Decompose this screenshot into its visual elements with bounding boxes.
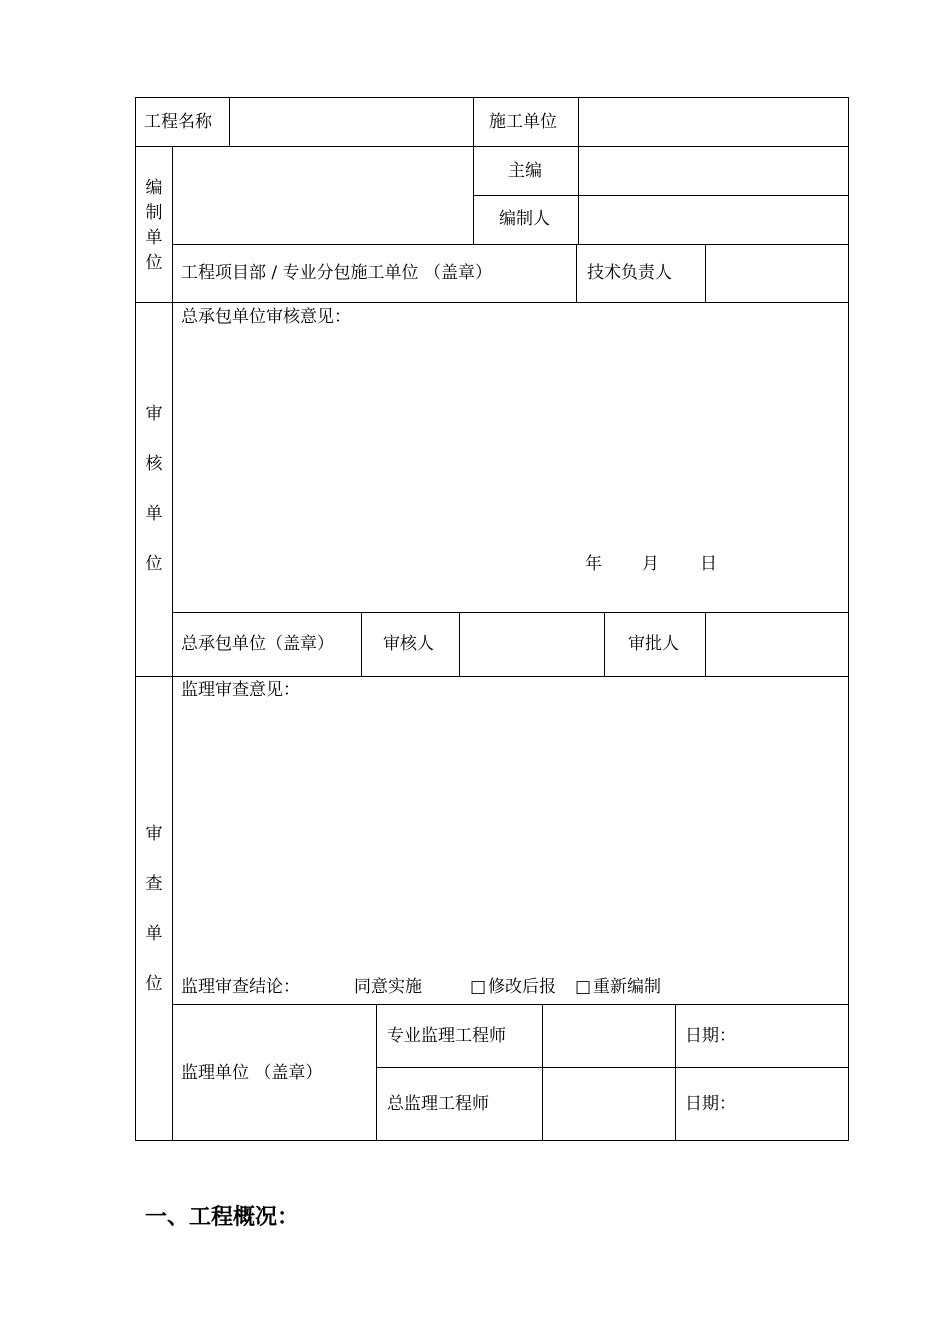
contractor-seal-label: 总承包单位（盖章） [181, 634, 334, 654]
construction-unit-label: 施工单位 [489, 112, 557, 132]
compile-unit-field[interactable] [174, 148, 472, 243]
review-opinion-area[interactable] [174, 330, 846, 550]
inspect-side-char-3: 单 [145, 924, 163, 944]
option-agree[interactable]: 同意实施 [354, 977, 422, 997]
date-label-2: 日期： [685, 1094, 736, 1114]
checkbox-revise[interactable]: □ [470, 977, 487, 997]
chief-engineer-field[interactable] [544, 1069, 674, 1139]
chief-editor-field[interactable] [580, 148, 846, 194]
review-opinion-label: 总承包单位审核意见： [181, 307, 351, 327]
option-revise: 修改后报 [488, 977, 556, 997]
inspect-side-char-1: 审 [145, 824, 163, 844]
inspect-side-char-2: 查 [145, 874, 163, 894]
editor-label: 编制人 [499, 209, 550, 229]
specialist-engineer-field[interactable] [544, 1006, 674, 1066]
supervision-unit-seal-label: 监理单位 （盖章） [181, 1063, 323, 1083]
review-side-char-1: 审 [145, 404, 163, 424]
approver-field[interactable] [707, 614, 846, 675]
review-date-year: 年 [585, 554, 602, 574]
approver-label: 审批人 [628, 634, 679, 654]
tech-lead-field[interactable] [707, 246, 846, 301]
chief-editor-label: 主编 [508, 161, 542, 181]
project-name-label: 工程名称 [144, 112, 212, 132]
inspect-opinion-label: 监理审查意见： [181, 680, 300, 700]
reviewer-field[interactable] [461, 614, 603, 675]
editor-field[interactable] [580, 197, 846, 243]
checkbox-recompile[interactable]: □ [575, 977, 592, 997]
reviewer-label: 审核人 [383, 634, 434, 654]
date-label-1: 日期： [685, 1026, 736, 1046]
section-heading: 一、工程概况： [145, 1205, 300, 1230]
construction-unit-field[interactable] [580, 99, 846, 145]
project-dept-seal-label: 工程项目部 / 专业分包施工单位 （盖章） [181, 263, 492, 283]
review-side-char-4: 位 [145, 554, 163, 574]
option-recompile: 重新编制 [593, 977, 661, 997]
chief-engineer-label: 总监理工程师 [387, 1094, 489, 1114]
review-side-char-3: 单 [145, 504, 163, 524]
project-name-field[interactable] [231, 99, 471, 145]
inspect-conclusion-label: 监理审查结论： [181, 977, 300, 997]
compile-side-label: 编制单位 [145, 178, 163, 273]
review-side-char-2: 核 [145, 454, 163, 474]
tech-lead-label: 技术负责人 [587, 263, 672, 283]
review-date-day: 日 [700, 554, 717, 574]
review-date-month: 月 [642, 554, 659, 574]
inspect-opinion-area[interactable] [174, 704, 846, 970]
specialist-engineer-label: 专业监理工程师 [387, 1026, 506, 1046]
inspect-side-char-4: 位 [145, 974, 163, 994]
